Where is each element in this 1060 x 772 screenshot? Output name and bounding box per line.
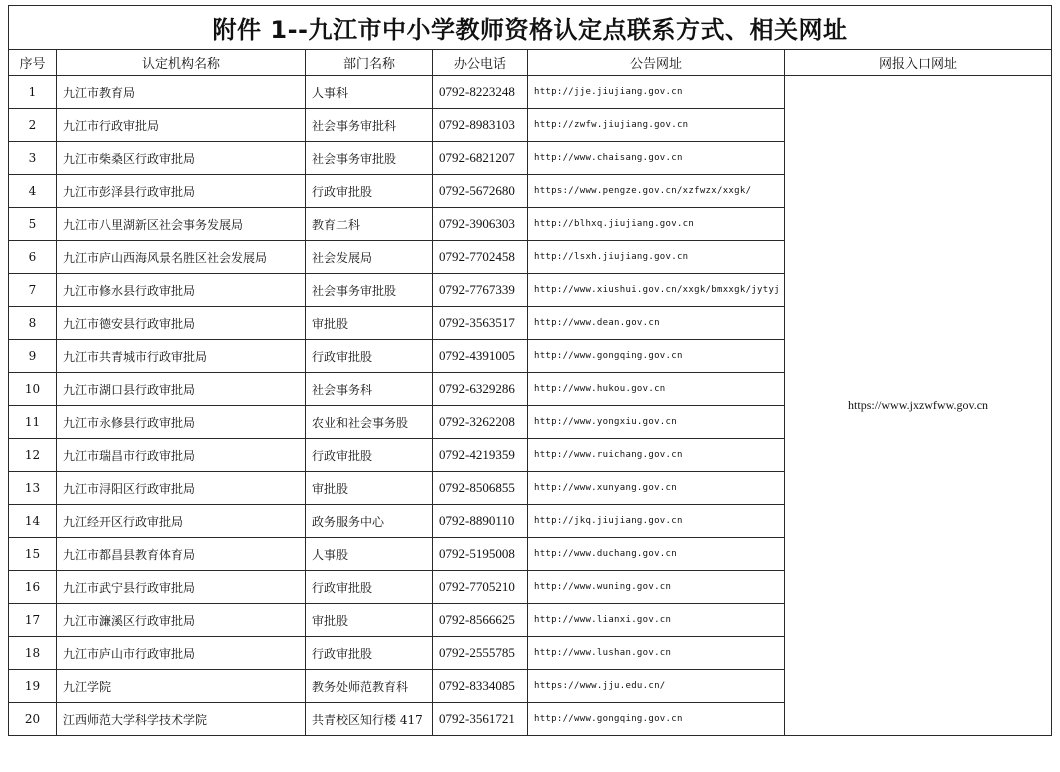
portal-url: https://www.jxzwfww.gov.cn [785, 76, 1052, 736]
dept-name: 行政审批股 [306, 571, 433, 604]
notice-url: http://www.gongqing.gov.cn [528, 340, 785, 373]
notice-url: http://www.ruichang.gov.cn [528, 439, 785, 472]
table-row [9, 76, 1052, 109]
row-number: 7 [9, 274, 57, 307]
office-phone: 0792-6821207 [433, 142, 528, 175]
office-phone: 0792-7767339 [433, 274, 528, 307]
org-name: 九江市瑞昌市行政审批局 [57, 439, 306, 472]
org-name: 九江市都昌县教育体育局 [57, 538, 306, 571]
notice-url: http://www.lianxi.gov.cn [528, 604, 785, 637]
office-phone: 0792-8983103 [433, 109, 528, 142]
notice-url: http://www.duchang.gov.cn [528, 538, 785, 571]
dept-name: 教务处师范教育科 [306, 670, 433, 703]
notice-url: http://www.wuning.gov.cn [528, 571, 785, 604]
dept-name: 社会事务科 [306, 373, 433, 406]
row-number: 3 [9, 142, 57, 175]
office-phone: 0792-8566625 [433, 604, 528, 637]
row-number: 9 [9, 340, 57, 373]
org-name: 九江市行政审批局 [57, 109, 306, 142]
row-number: 13 [9, 472, 57, 505]
office-phone: 0792-4219359 [433, 439, 528, 472]
org-name: 九江市浔阳区行政审批局 [57, 472, 306, 505]
dept-name: 社会事务审批股 [306, 142, 433, 175]
office-phone: 0792-3563517 [433, 307, 528, 340]
org-name: 江西师范大学科学技术学院 [57, 703, 306, 736]
notice-url: http://blhxq.jiujiang.gov.cn [528, 208, 785, 241]
header-dept: 部门名称 [306, 50, 433, 76]
org-name: 九江市永修县行政审批局 [57, 406, 306, 439]
notice-url: https://www.pengze.gov.cn/xzfwzx/xxgk/ [528, 175, 785, 208]
office-phone: 0792-8506855 [433, 472, 528, 505]
dept-name: 审批股 [306, 472, 433, 505]
notice-url: http://jje.jiujiang.gov.cn [528, 76, 785, 109]
notice-url: http://www.dean.gov.cn [528, 307, 785, 340]
office-phone: 0792-8334085 [433, 670, 528, 703]
header-portal: 网报入口网址 [785, 50, 1052, 76]
office-phone: 0792-2555785 [433, 637, 528, 670]
header-row [9, 50, 1052, 76]
dept-name: 共青校区知行楼 417 [306, 703, 433, 736]
notice-url: http://jkq.jiujiang.gov.cn [528, 505, 785, 538]
row-number: 2 [9, 109, 57, 142]
office-phone: 0792-5195008 [433, 538, 528, 571]
dept-name: 审批股 [306, 307, 433, 340]
org-name: 九江市湖口县行政审批局 [57, 373, 306, 406]
row-number: 12 [9, 439, 57, 472]
notice-url: http://www.lushan.gov.cn [528, 637, 785, 670]
dept-name: 社会事务审批科 [306, 109, 433, 142]
org-name: 九江市濂溪区行政审批局 [57, 604, 306, 637]
document-title: 附件 1--九江市中小学教师资格认定点联系方式、相关网址 [9, 6, 1052, 50]
dept-name: 行政审批股 [306, 340, 433, 373]
document-sheet [8, 5, 1051, 736]
org-name: 九江市庐山市行政审批局 [57, 637, 306, 670]
dept-name: 社会事务审批股 [306, 274, 433, 307]
notice-url: http://www.yongxiu.gov.cn [528, 406, 785, 439]
office-phone: 0792-3262208 [433, 406, 528, 439]
notice-url: http://lsxh.jiujiang.gov.cn [528, 241, 785, 274]
notice-url: http://www.xiushui.gov.cn/xxgk/bmxxgk/jytyj [528, 274, 785, 307]
header-phone: 办公电话 [433, 50, 528, 76]
notice-url: http://www.chaisang.gov.cn [528, 142, 785, 175]
header-org: 认定机构名称 [57, 50, 306, 76]
header-no: 序号 [9, 50, 57, 76]
org-name: 九江市八里湖新区社会事务发展局 [57, 208, 306, 241]
office-phone: 0792-7705210 [433, 571, 528, 604]
office-phone: 0792-3561721 [433, 703, 528, 736]
org-name: 九江市共青城市行政审批局 [57, 340, 306, 373]
row-number: 1 [9, 76, 57, 109]
org-name: 九江市彭泽县行政审批局 [57, 175, 306, 208]
office-phone: 0792-5672680 [433, 175, 528, 208]
dept-name: 农业和社会事务股 [306, 406, 433, 439]
dept-name: 社会发展局 [306, 241, 433, 274]
dept-name: 人事科 [306, 76, 433, 109]
office-phone: 0792-8890110 [433, 505, 528, 538]
row-number: 5 [9, 208, 57, 241]
row-number: 19 [9, 670, 57, 703]
dept-name: 行政审批股 [306, 439, 433, 472]
notice-url: http://www.gongqing.gov.cn [528, 703, 785, 736]
dept-name: 行政审批股 [306, 175, 433, 208]
dept-name: 政务服务中心 [306, 505, 433, 538]
office-phone: 0792-6329286 [433, 373, 528, 406]
office-phone: 0792-8223248 [433, 76, 528, 109]
contacts-table [8, 5, 1052, 736]
notice-url: http://www.hukou.gov.cn [528, 373, 785, 406]
office-phone: 0792-3906303 [433, 208, 528, 241]
row-number: 6 [9, 241, 57, 274]
title-row [9, 6, 1052, 50]
notice-url: http://zwfw.jiujiang.gov.cn [528, 109, 785, 142]
org-name: 九江市德安县行政审批局 [57, 307, 306, 340]
row-number: 16 [9, 571, 57, 604]
row-number: 4 [9, 175, 57, 208]
row-number: 18 [9, 637, 57, 670]
org-name: 九江市武宁县行政审批局 [57, 571, 306, 604]
row-number: 10 [9, 373, 57, 406]
notice-url: https://www.jju.edu.cn/ [528, 670, 785, 703]
dept-name: 教育二科 [306, 208, 433, 241]
dept-name: 人事股 [306, 538, 433, 571]
office-phone: 0792-7702458 [433, 241, 528, 274]
row-number: 11 [9, 406, 57, 439]
office-phone: 0792-4391005 [433, 340, 528, 373]
org-name: 九江市柴桑区行政审批局 [57, 142, 306, 175]
org-name: 九江市修水县行政审批局 [57, 274, 306, 307]
row-number: 15 [9, 538, 57, 571]
dept-name: 行政审批股 [306, 637, 433, 670]
notice-url: http://www.xunyang.gov.cn [528, 472, 785, 505]
org-name: 九江市庐山西海风景名胜区社会发展局 [57, 241, 306, 274]
org-name: 九江经开区行政审批局 [57, 505, 306, 538]
org-name: 九江市教育局 [57, 76, 306, 109]
org-name: 九江学院 [57, 670, 306, 703]
header-url: 公告网址 [528, 50, 785, 76]
dept-name: 审批股 [306, 604, 433, 637]
row-number: 14 [9, 505, 57, 538]
row-number: 17 [9, 604, 57, 637]
row-number: 8 [9, 307, 57, 340]
row-number: 20 [9, 703, 57, 736]
